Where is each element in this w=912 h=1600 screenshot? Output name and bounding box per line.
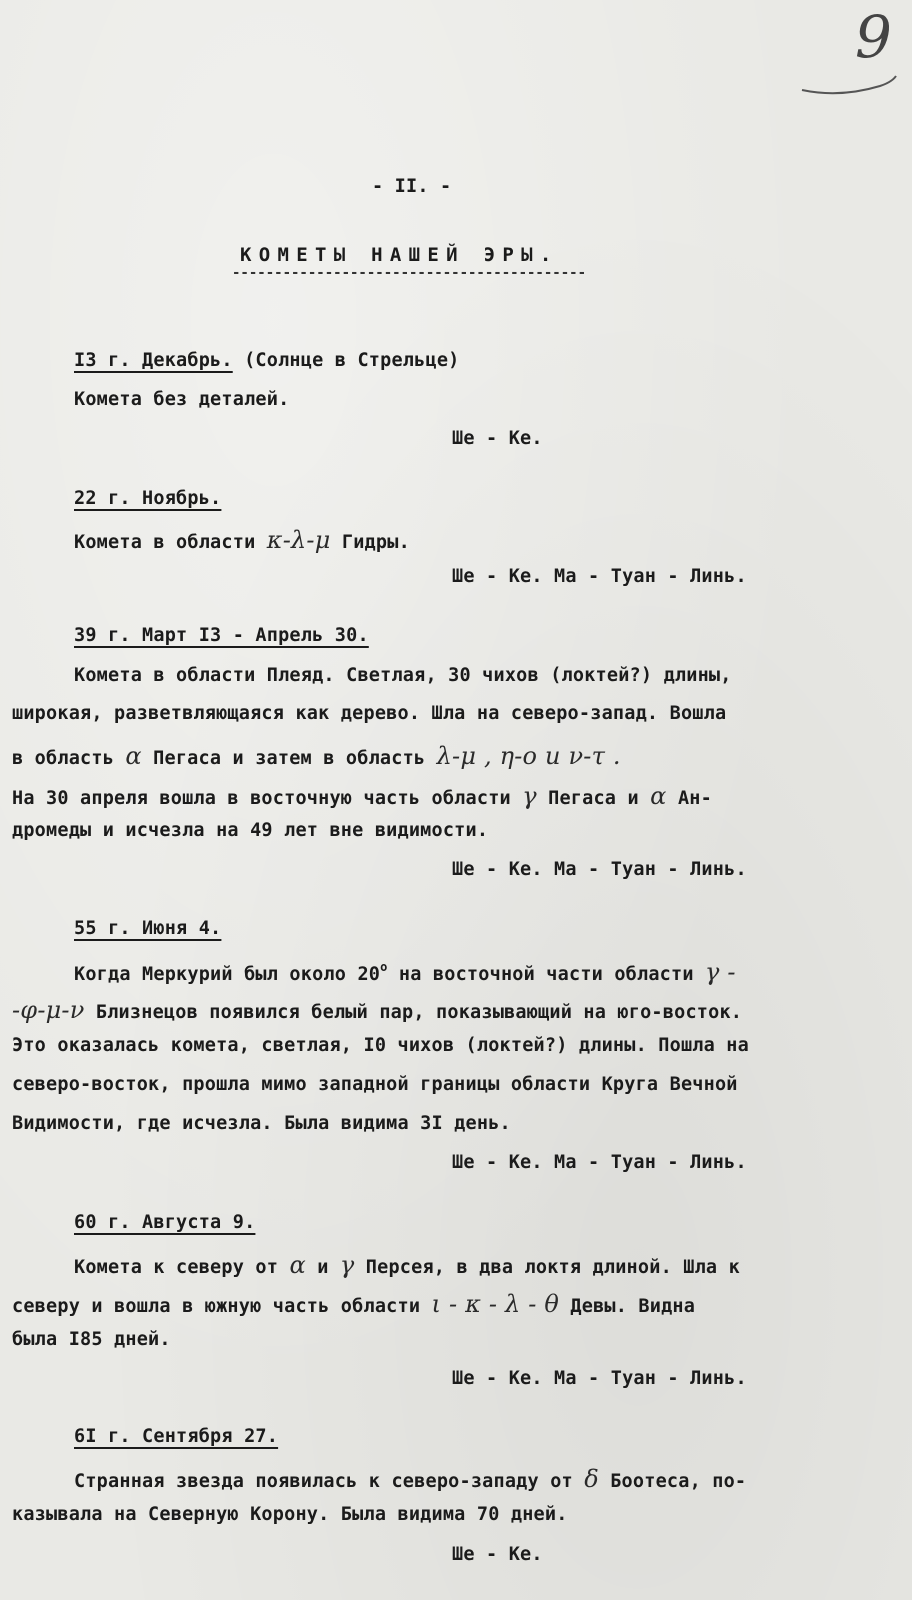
entry-source: Ше - Ке. bbox=[452, 428, 543, 449]
entry-date: 55 г. Июня 4. bbox=[74, 918, 222, 939]
entry-date: I3 г. Декабрь. bbox=[74, 350, 233, 371]
entry-date: 22 г. Ноябрь. bbox=[74, 488, 222, 509]
handwritten-greek: α bbox=[289, 1251, 306, 1279]
handwritten-greek: α bbox=[125, 742, 142, 770]
entry-text: Пегаса и bbox=[548, 788, 639, 809]
entry-line: Комета в области Плеяд. Светлая, 30 чихов (локтей?) длины, bbox=[74, 665, 732, 686]
entry-line: казывала на Северную Корону. Была видима 70 дней. bbox=[12, 1504, 568, 1525]
entry-text: Комета к северу от bbox=[74, 1257, 279, 1278]
handwritten-greek: γ bbox=[522, 782, 537, 810]
degree-mark: o bbox=[380, 960, 388, 974]
entry-date: 6I г. Сентября 27. bbox=[74, 1426, 279, 1447]
entry-text: на восточной части области bbox=[398, 964, 694, 985]
entry-text: Девы. Видна bbox=[570, 1296, 696, 1317]
entry-text: и bbox=[317, 1257, 329, 1278]
entry-line: Комета без деталей. bbox=[74, 389, 290, 410]
entry-line bbox=[74, 1467, 746, 1492]
entry-source: Ше - Ке. Ма - Туан - Линь. bbox=[452, 859, 747, 880]
handwritten-greek: δ bbox=[584, 1465, 599, 1493]
handwritten-greek: -φ-μ-ν bbox=[12, 996, 85, 1024]
entry-line bbox=[12, 784, 712, 809]
entry-line: была I85 дней. bbox=[12, 1329, 171, 1350]
entry-text: Близнецов появился белый пар, показывающий на юго-восток. bbox=[95, 1002, 743, 1023]
entry-line: Видимости, где исчезла. Была видима 3I день. bbox=[12, 1113, 511, 1134]
entry-line bbox=[12, 744, 621, 769]
entry-line: северо-восток, прошла мимо западной границы области Круга Вечной bbox=[12, 1074, 738, 1095]
entry-line: Это оказалась комета, светлая, I0 чихов (локтей?) длины. Пошла на bbox=[12, 1035, 749, 1056]
handwritten-greek: γ bbox=[339, 1251, 355, 1279]
entry-text: Пегаса и затем в область bbox=[153, 748, 426, 769]
entry-line: дромеды и исчезла на 49 лет вне видимости. bbox=[12, 820, 489, 841]
entry-heading bbox=[74, 352, 460, 371]
page-title: КОМЕТЫ НАШЕЙ ЭРЫ. bbox=[240, 244, 559, 266]
entry-note: (Солнце в Стрельце) bbox=[244, 350, 460, 371]
handwritten-greek: α bbox=[650, 782, 667, 810]
entry-line bbox=[74, 1253, 740, 1278]
title-rule: ------------------------------------------ bbox=[232, 265, 587, 281]
handwritten-greek: κ-λ-μ bbox=[266, 526, 331, 554]
entry-source: Ше - Ке. Ма - Туан - Линь. bbox=[452, 1152, 747, 1173]
handwritten-greek: λ-μ , η-ο и ν-τ . bbox=[436, 742, 621, 770]
entry-text: Когда Меркурий был около 20 bbox=[74, 964, 381, 985]
entry-text: Комета в области bbox=[74, 532, 256, 553]
entry-text: Ан- bbox=[677, 788, 712, 809]
entry-text: Гидры. bbox=[341, 532, 410, 553]
page-number: - II. - bbox=[372, 176, 452, 197]
handwritten-greek: γ - bbox=[705, 958, 736, 986]
entry-date: 60 г. Августа 9. bbox=[74, 1212, 256, 1233]
entry-text: Боотеса, по- bbox=[610, 1471, 747, 1492]
entry-source: Ше - Ке. bbox=[452, 1544, 543, 1565]
entry-text: Странная звезда появилась к северо-западу от bbox=[74, 1471, 573, 1492]
entry-line bbox=[12, 998, 742, 1023]
entry-line: широкая, разветвляющаяся как дерево. Шла на северо-запад. Вошла bbox=[12, 703, 727, 724]
entry-line bbox=[74, 960, 736, 985]
entry-text: Персея, в два локтя длиной. Шла к bbox=[365, 1257, 740, 1278]
entry-text: в область bbox=[12, 748, 115, 769]
entry-text: На 30 апреля вошла в восточную часть области bbox=[12, 788, 511, 809]
handwritten-greek: ι - κ - λ - θ bbox=[431, 1290, 560, 1318]
entry-line bbox=[12, 1292, 695, 1317]
entry-text: северу и вошла в южную часть области bbox=[12, 1296, 421, 1317]
entry-source: Ше - Ке. Ма - Туан - Линь. bbox=[452, 566, 747, 587]
entry-date: 39 г. Март I3 - Апрель 30. bbox=[74, 625, 369, 646]
entry-line bbox=[74, 528, 410, 553]
entry-source: Ше - Ке. Ма - Туан - Линь. bbox=[452, 1368, 747, 1389]
handwritten-page-number: 9 bbox=[855, 3, 892, 71]
